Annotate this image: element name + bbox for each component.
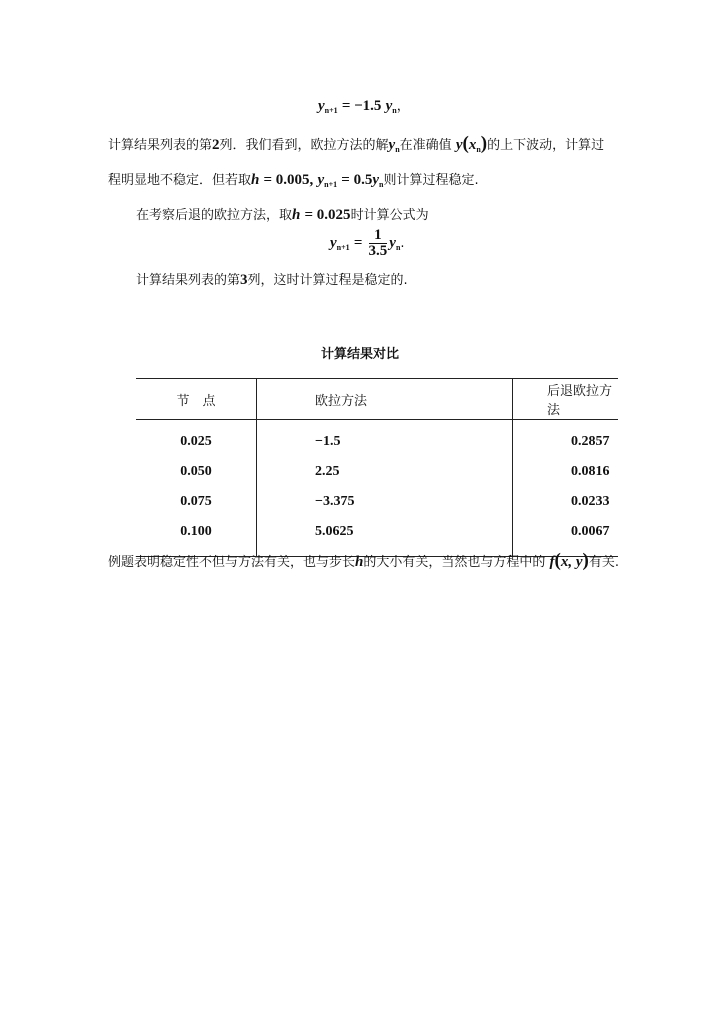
cell-euler: −1.5 bbox=[257, 420, 513, 458]
header-euler: 欧拉方法 bbox=[257, 379, 513, 420]
fraction: $\frac{1}{3.5}$ bbox=[368, 227, 388, 259]
cell-backward-euler: 0.2857 bbox=[513, 420, 619, 458]
paragraph-euler-oscillation: 计算结果列表的第2列．我们看到，欧拉方法的解$y_n$在准确值 $y(x_n)$的上下波动，计算过 bbox=[108, 133, 605, 154]
cell-backward-euler: 0.0067 bbox=[513, 517, 619, 557]
cell-backward-euler: 0.0233 bbox=[513, 487, 619, 517]
table-header-row bbox=[136, 379, 618, 420]
cell-node: 0.050 bbox=[180, 464, 212, 479]
equation-euler-recurrence: $y_{n+1} = -1.5$ $y_n$， bbox=[318, 98, 410, 115]
paragraph-stability-condition: 程明显地不稳定．但若取h = 0.005, $y_{n+1} = 0.5y_n$则计算过程稳定. bbox=[108, 172, 479, 189]
cell-euler: 2.25 bbox=[257, 457, 513, 487]
header-backward-euler: 后退欧拉方法 bbox=[513, 379, 619, 420]
paragraph-backward-euler: 在考察后退的欧拉方法，取h = 0.025时计算公式为 bbox=[136, 207, 429, 223]
cell-node: 0.025 bbox=[180, 434, 212, 449]
paragraph-column3-stable: 计算结果列表的第3列，这时计算过程是稳定的. bbox=[136, 272, 408, 288]
cell-node: 0.075 bbox=[180, 494, 212, 509]
table-row bbox=[136, 487, 618, 517]
table-row bbox=[136, 457, 618, 487]
equation-backward-recurrence: $y_{n+1}$ = $\frac{1}{3.5}$ $y_n$. bbox=[330, 227, 405, 259]
cell-node: 0.100 bbox=[136, 517, 257, 557]
cell-backward-euler: 0.0816 bbox=[513, 457, 619, 487]
cell-euler: 5.0625 bbox=[257, 517, 513, 557]
paragraph-conclusion: 例题表明稳定性不但与方法有关，也与步长h的大小有关，当然也与方程中的 f(x, y)有关. bbox=[108, 550, 619, 571]
results-table bbox=[136, 378, 618, 557]
table-row bbox=[136, 420, 618, 458]
header-node: 节 点 bbox=[136, 379, 257, 420]
cell-euler: −3.375 bbox=[257, 487, 513, 517]
table-title: 计算结果对比 bbox=[320, 347, 399, 362]
